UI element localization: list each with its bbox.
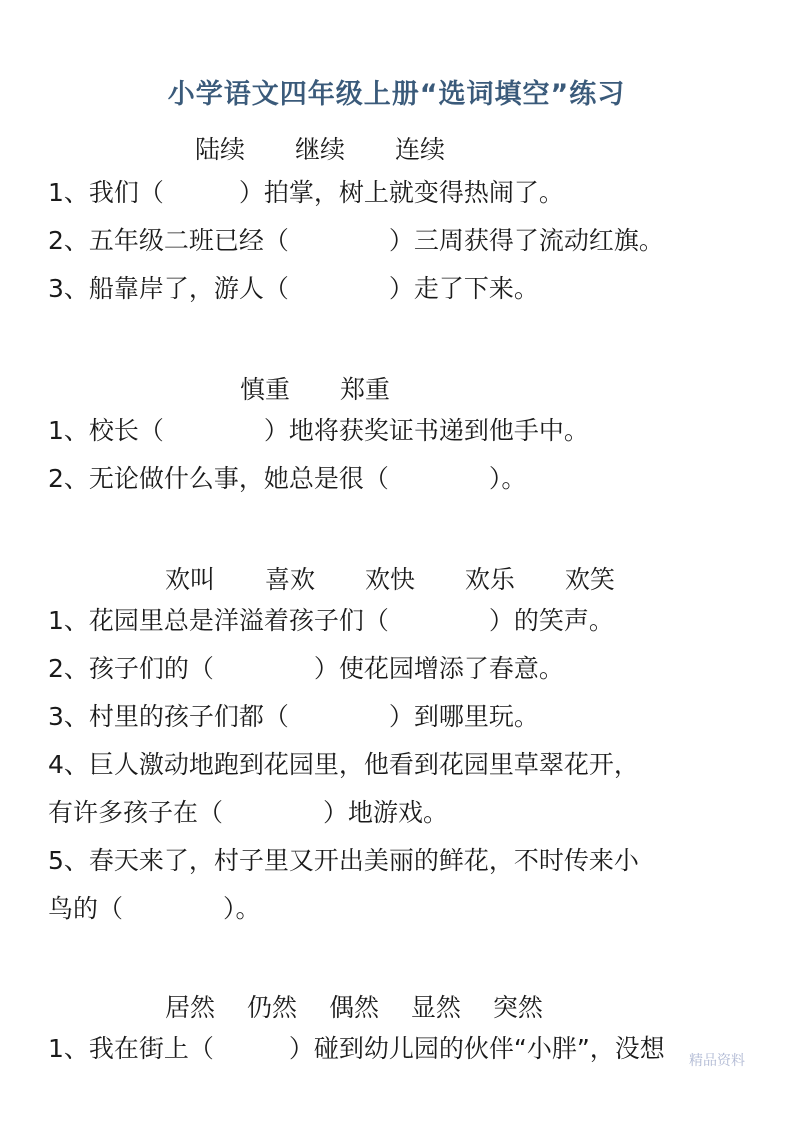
word-option: 陆续 (195, 135, 246, 164)
word-option: 仍然 (246, 993, 297, 1022)
exercise-line: 1、花园里总是洋溢着孩子们（ ）的笑声。 (48, 606, 614, 635)
word-option: 显然 (410, 993, 461, 1022)
word-option: 欢笑 (564, 565, 615, 594)
watermark: 精品资料 (689, 1053, 745, 1069)
page-title: 小学语文四年级上册“选词填空”练习 (167, 79, 626, 110)
word-option: 突然 (492, 993, 543, 1022)
word-option: 欢快 (364, 565, 415, 594)
exercise-line: 2、五年级二班已经（ ）三周获得了流动红旗。 (48, 226, 664, 255)
word-option: 欢叫 (165, 565, 216, 594)
exercise-line: 4、巨人激动地跑到花园里，他看到花园里草翠花开， (48, 750, 639, 779)
word-bank-1 (195, 130, 445, 166)
exercise-line: 3、船靠岸了，游人（ ）走了下来。 (48, 274, 539, 303)
word-bank-2 (240, 370, 390, 406)
word-option: 喜欢 (264, 565, 315, 594)
exercise-line: 2、孩子们的（ ）使花园增添了春意。 (48, 654, 564, 683)
word-option: 连续 (394, 135, 445, 164)
word-option: 郑重 (339, 375, 390, 404)
exercise-line: 1、我在街上（ ）碰到幼儿园的伙伴“小胖”，没想 (48, 1034, 665, 1063)
exercise-line: 2、无论做什么事，她总是很（ ）。 (48, 464, 527, 493)
word-option: 偶然 (328, 993, 379, 1022)
exercise-line: 1、我们（ ）拍掌，树上就变得热闹了。 (48, 178, 564, 207)
exercise-line: 1、校长（ ）地将获奖证书递到他手中。 (48, 416, 589, 445)
exercise-line: 5、春天来了，村子里又开出美丽的鲜花，不时传来小 (48, 846, 639, 875)
exercise-line: 鸟的（ ）。 (48, 894, 261, 923)
word-bank-3 (165, 560, 615, 596)
exercise-line: 3、村里的孩子们都（ ）到哪里玩。 (48, 702, 539, 731)
word-option: 继续 (294, 135, 345, 164)
exercise-line: 有许多孩子在（ ）地游戏。 (48, 798, 449, 827)
word-option: 居然 (165, 993, 216, 1022)
word-option: 欢乐 (464, 565, 515, 594)
word-option: 慎重 (240, 375, 291, 404)
word-bank-4 (165, 988, 543, 1024)
